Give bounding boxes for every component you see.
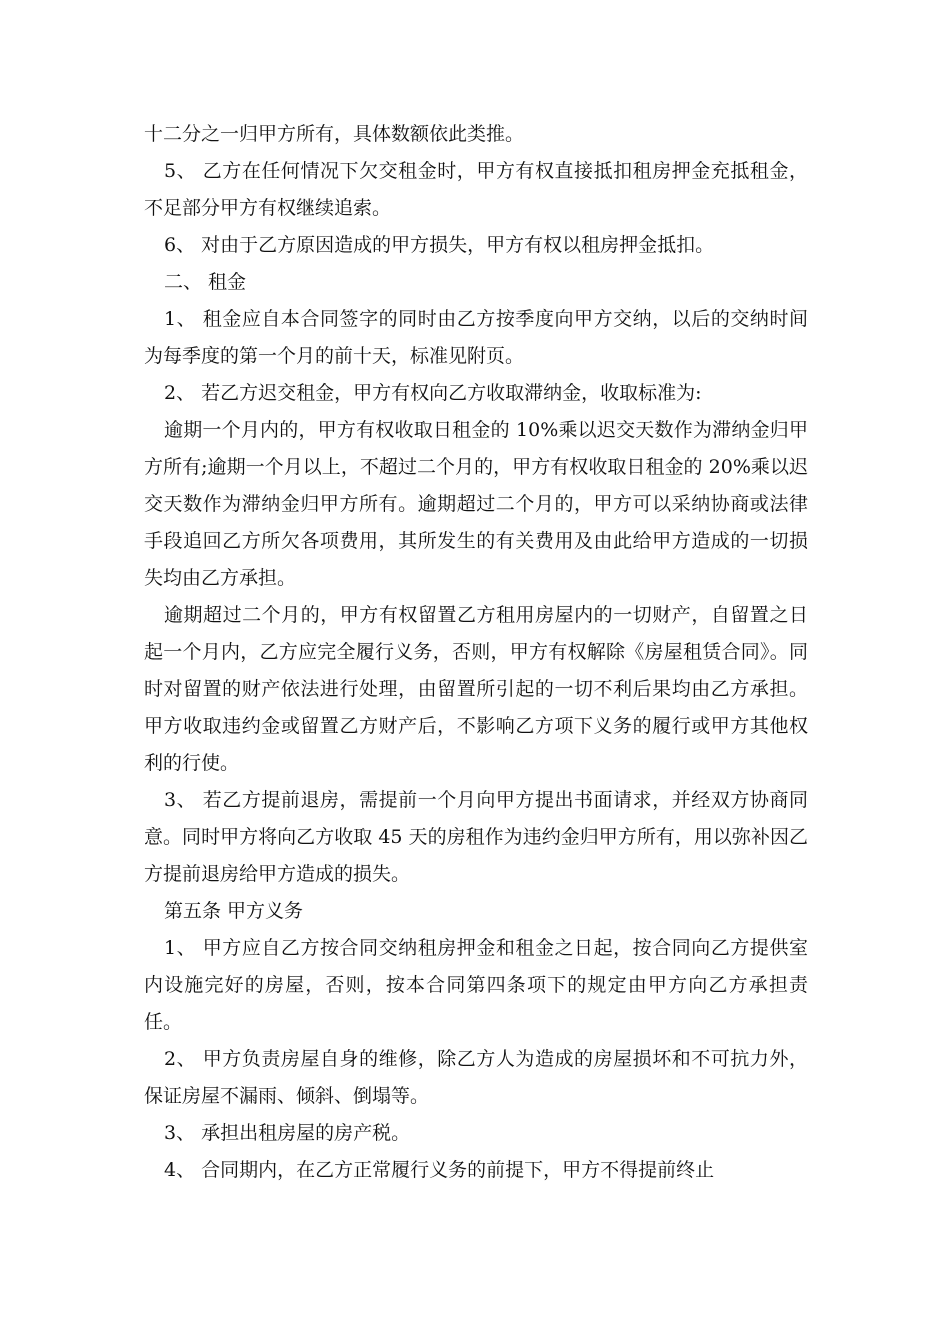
rent-clause-1: 1、 租金应自本合同签字的同时由乙方按季度向甲方交纳，以后的交纳时间为每季度的第一个月的前十天，标准见附页。 (144, 308, 808, 367)
rent-clause-2: 2、 若乙方迟交租金，甲方有权向乙方收取滞纳金，收取标准为: (164, 382, 702, 404)
obligation-clause-2: 2、 甲方负责房屋自身的维修，除乙方人为造成的房屋损坏和不可抗力外，保证房屋不漏雨、倾斜、倒塌等。 (144, 1048, 808, 1107)
article-5-heading: 第五条 甲方义务 (164, 900, 304, 922)
rent-clause-3: 3、 若乙方提前退房，需提前一个月向甲方提出书面请求，并经双方协商同意。同时甲方将向乙方收取 45 天的房租作为违约金归甲方所有，用以弥补因乙方提前退房给甲方造成的损失。 (144, 789, 808, 885)
paragraph-continuation: 十二分之一归甲方所有，具体数额依此类推。 (144, 123, 525, 145)
clause-6: 6、 对由于乙方原因造成的甲方损失，甲方有权以租房押金抵扣。 (164, 234, 715, 256)
late-fee-paragraph: 逾期一个月内的，甲方有权收取日租金的 10%乘以迟交天数作为滞纳金归甲方所有;逾期一个月以上，不超过二个月的，甲方有权收取日租金的 20%乘以迟交天数作为滞纳金归甲方所有。逾期超过二个月的，甲方可以采纳协商或法律手段追回乙方所欠各项费用，其所发生的有关费用及由此给甲方造成的一切损失均由乙方承担。 (144, 419, 808, 589)
obligation-clause-3: 3、 承担出租房屋的房产税。 (164, 1122, 411, 1144)
lien-paragraph: 逾期超过二个月的，甲方有权留置乙方租用房屋内的一切财产，自留置之日起一个月内，乙方应完全履行义务，否则，甲方有权解除《房屋租赁合同》。同时对留置的财产依法进行处理，由留置所引起的一切不利后果均由乙方承担。甲方收取违约金或留置乙方财产后，不影响乙方项下义务的履行或甲方其他权利的行使。 (144, 604, 808, 774)
obligation-clause-1: 1、 甲方应自乙方按合同交纳租房押金和租金之日起，按合同向乙方提供室内设施完好的房屋，否则，按本合同第四条项下的规定由甲方向乙方承担责任。 (144, 937, 808, 1033)
document-body (144, 116, 808, 1189)
section-heading-rent: 二、 租金 (164, 271, 247, 293)
clause-5: 5、 乙方在任何情况下欠交租金时，甲方有权直接抵扣租房押金充抵租金，不足部分甲方有权继续追索。 (144, 160, 808, 219)
obligation-clause-4: 4、 合同期内，在乙方正常履行义务的前提下，甲方不得提前终止 (164, 1159, 715, 1181)
